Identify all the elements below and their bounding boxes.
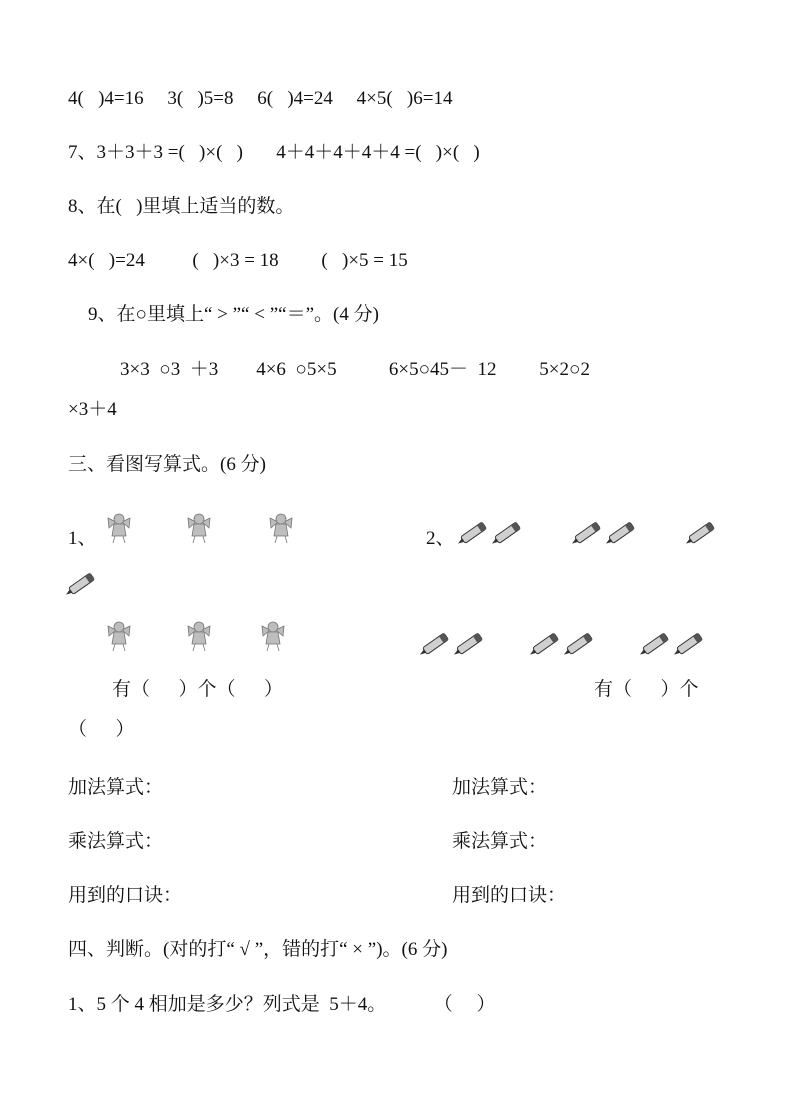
multiplication-label-1: 乘法算式： xyxy=(68,831,164,852)
fairy-icon xyxy=(258,618,288,652)
problem-2-label: 2、 xyxy=(426,528,455,549)
pen-icon xyxy=(674,628,710,656)
question-7: 7、3＋3＋3 =( )×( ) 4＋4＋4＋4＋4 =( )×( ) xyxy=(68,142,480,163)
pen-icon xyxy=(530,628,566,656)
pen-icon xyxy=(454,628,490,656)
problem-1-label: 1、 xyxy=(68,528,97,549)
compare-row-wrap: ×3＋4 xyxy=(68,399,117,420)
mnemonic-label-2: 用到的口诀： xyxy=(452,885,567,906)
compare-row: 3×3 ○3 ＋3 4×6 ○5×5 6×5○45－ 12 5×2○2 xyxy=(120,359,590,380)
pen-icon xyxy=(564,628,600,656)
mnemonic-label-1: 用到的口诀： xyxy=(68,885,183,906)
pen-icon xyxy=(640,628,676,656)
fairy-icon xyxy=(184,618,214,652)
pen-icon xyxy=(458,517,494,545)
section-4-heading: 四、判断。(对的打“ √ ”，错的打“ × ”)。(6 分) xyxy=(68,939,448,960)
judgement-1: 1、5 个 4 相加是多少？列式是 5＋4。 （ ） xyxy=(68,994,496,1015)
fairy-icon xyxy=(184,510,214,544)
pen-icon xyxy=(66,568,102,596)
addition-label-2: 加法算式： xyxy=(452,777,548,798)
pen-icon xyxy=(492,517,528,545)
count-sentence-1: 有（ ）个（ ） xyxy=(112,679,284,700)
fairy-icon xyxy=(104,510,134,544)
pen-icon xyxy=(606,517,642,545)
fairy-icon xyxy=(266,510,296,544)
count-sentence-2: 有（ ）个 xyxy=(594,679,699,700)
pen-icon xyxy=(420,628,456,656)
question-9: 9、在○里填上“ > ”“ < ”“＝”。(4 分) xyxy=(88,304,379,325)
section-3-heading: 三、看图写算式。(6 分) xyxy=(68,454,266,475)
question-8: 8、在( )里填上适当的数。 xyxy=(68,196,295,217)
equation-row-1: 4( )4=16 3( )5=8 6( )4=24 4×5( )6=14 xyxy=(68,88,453,109)
addition-label-1: 加法算式： xyxy=(68,777,164,798)
pen-icon xyxy=(686,517,722,545)
multiplication-label-2: 乘法算式： xyxy=(452,831,548,852)
equation-row-2: 4×( )=24 ( )×3 = 18 ( )×5 = 15 xyxy=(68,250,408,271)
count-sentence-2-wrap: （ ） xyxy=(68,719,135,740)
fairy-icon xyxy=(104,618,134,652)
pen-icon xyxy=(572,517,608,545)
